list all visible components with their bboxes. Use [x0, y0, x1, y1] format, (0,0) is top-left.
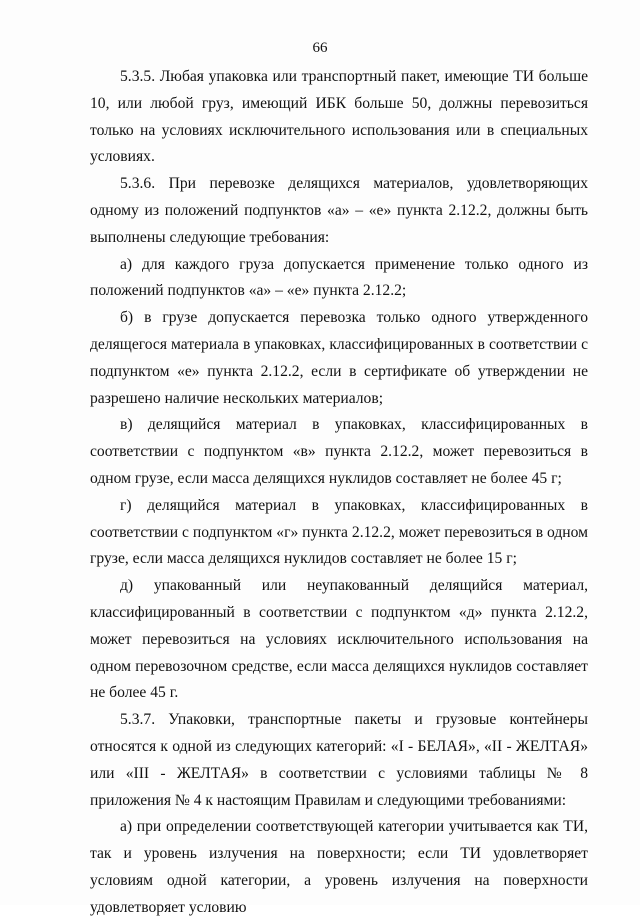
list-item-v: в) делящийся материал в упаковках, классифицированных в соответствии с подпунктом «в» пункта 2.12.2, может перевозиться в одном грузе, если масса делящихся нуклидов составляет не более 45 г; [90, 416, 588, 487]
page-number: 66 [312, 40, 328, 56]
document-body [90, 64, 588, 922]
list-item-g: г) делящийся материал в упаковках, классифицированных в соответствии с подпунктом «г» пункта 2.12.2, может перевозиться в одном грузе, если масса делящихся нуклидов составляет не более 15 г; [90, 496, 588, 568]
list-item-d: д) упакованный или неупакованный делящийся материал, классифицированный в соответствии с подпунктом «д» пункта 2.12.2, может перевозиться на условиях исключительного использования на одном перевозочном средстве, если масса делящихся нуклидов составляет не более 45 г. [90, 577, 588, 702]
list-item-a: а) для каждого груза допускается применение только одного из положений подпунктов «а» – «е» пункта 2.12.2; [90, 255, 588, 300]
list-item-a-5-3-7: а) при определении соответствующей категории учитывается как ТИ, так и уровень излучения на поверхности; если ТИ удовлетворяет условиям одной категории, а уровень излучения на поверхности удовлетворяет условию [90, 818, 588, 916]
paragraph-5-3-6: 5.3.6. При перевозке делящихся материалов, удовлетворяющих одному из положений подпунктов «а» – «е» пункта 2.12.2, должны быть выполнены следующие требования: [90, 175, 588, 246]
paragraph-5-3-5: 5.3.5. Любая упаковка или транспортный пакет, имеющие ТИ больше 10, или любой груз, имеющий ИБК больше 50, должны перевозиться только на условиях исключительного использования или в специальных условиях. [90, 68, 588, 166]
list-item-b: б) в грузе допускается перевозка только одного утвержденного делящегося материала в упаковках, классифицированных в соответствии с подпунктом «е» пункта 2.12.2, если в сертификате об утверждении не разрешено наличие нескольких материалов; [90, 309, 588, 407]
paragraph-5-3-7: 5.3.7. Упаковки, транспортные пакеты и грузовые контейнеры относятся к одной из следующих категорий: «I - БЕЛАЯ», «II - ЖЕЛТАЯ» или «III - ЖЕЛТАЯ» в соответствии с условиями таблицы № 8 приложения № 4 к настоящим Правилам и следующими требованиями: [90, 711, 588, 809]
